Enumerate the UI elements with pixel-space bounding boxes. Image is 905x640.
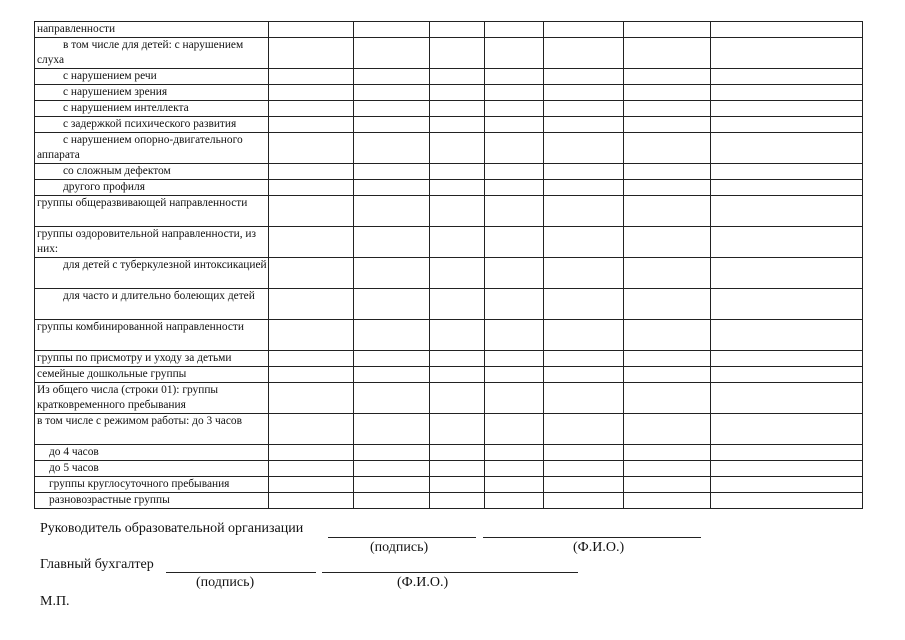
value-cell[interactable] [354, 258, 430, 289]
stamp-label: М.П. [40, 594, 70, 609]
value-cell[interactable] [544, 22, 624, 38]
value-cell[interactable] [485, 101, 544, 117]
value-cell[interactable] [430, 164, 485, 180]
table-row [35, 383, 863, 414]
value-cell[interactable] [711, 320, 863, 351]
row-label: семейные дошкольные группы [35, 367, 269, 383]
value-cell[interactable] [544, 133, 624, 164]
value-cell[interactable] [354, 351, 430, 367]
row-label: до 5 часов [35, 461, 269, 477]
value-cell[interactable] [711, 164, 863, 180]
row-label: группы общеразвивающей направленности [35, 196, 269, 227]
value-cell[interactable] [430, 85, 485, 101]
value-cell[interactable] [711, 461, 863, 477]
value-cell[interactable] [485, 196, 544, 227]
value-cell[interactable] [485, 493, 544, 509]
head-signature-line[interactable] [328, 537, 476, 538]
value-cell[interactable] [711, 22, 863, 38]
row-label: разновозрастные группы [35, 493, 269, 509]
value-cell[interactable] [544, 227, 624, 258]
value-cell[interactable] [544, 196, 624, 227]
value-cell[interactable] [544, 69, 624, 85]
value-cell[interactable] [711, 117, 863, 133]
value-cell[interactable] [544, 289, 624, 320]
row-label: направленности [35, 22, 269, 38]
table-row [35, 445, 863, 461]
table-row [35, 461, 863, 477]
value-cell[interactable] [624, 461, 711, 477]
value-cell[interactable] [269, 461, 354, 477]
value-cell[interactable] [485, 289, 544, 320]
table-row [35, 289, 863, 320]
value-cell[interactable] [711, 85, 863, 101]
value-cell[interactable] [269, 22, 354, 38]
row-label: в том числе с режимом работы: до 3 часов [35, 414, 269, 445]
row-label: с нарушением опорно-двигательного аппарата [35, 133, 269, 164]
value-cell[interactable] [624, 180, 711, 196]
value-cell[interactable] [430, 383, 485, 414]
table-row [35, 164, 863, 180]
table-row [35, 133, 863, 164]
value-cell[interactable] [711, 477, 863, 493]
value-cell[interactable] [430, 38, 485, 69]
value-cell[interactable] [544, 383, 624, 414]
value-cell[interactable] [354, 38, 430, 69]
value-cell[interactable] [544, 414, 624, 445]
value-cell[interactable] [430, 477, 485, 493]
table-row [35, 367, 863, 383]
value-cell[interactable] [269, 493, 354, 509]
value-cell[interactable] [269, 351, 354, 367]
row-label: другого профиля [35, 180, 269, 196]
head-name-caption: (Ф.И.О.) [573, 540, 625, 555]
value-cell[interactable] [485, 69, 544, 85]
value-cell[interactable] [544, 117, 624, 133]
value-cell[interactable] [544, 493, 624, 509]
value-cell[interactable] [544, 351, 624, 367]
value-cell[interactable] [269, 258, 354, 289]
value-cell[interactable] [544, 38, 624, 69]
value-cell[interactable] [430, 320, 485, 351]
value-cell[interactable] [711, 38, 863, 69]
value-cell[interactable] [354, 461, 430, 477]
value-cell[interactable] [269, 320, 354, 351]
value-cell[interactable] [485, 227, 544, 258]
value-cell[interactable] [354, 445, 430, 461]
accountant-sign-caption: (подпись) [196, 575, 255, 590]
value-cell[interactable] [269, 117, 354, 133]
table-row [35, 196, 863, 227]
value-cell[interactable] [711, 180, 863, 196]
row-label: группы оздоровительной направленности, из них: [35, 227, 269, 258]
value-cell[interactable] [269, 367, 354, 383]
value-cell[interactable] [354, 477, 430, 493]
value-cell[interactable] [485, 445, 544, 461]
value-cell[interactable] [485, 351, 544, 367]
value-cell[interactable] [269, 196, 354, 227]
value-cell[interactable] [624, 258, 711, 289]
accountant-name-caption: (Ф.И.О.) [397, 575, 449, 590]
value-cell[interactable] [354, 196, 430, 227]
value-cell[interactable] [269, 85, 354, 101]
value-cell[interactable] [354, 133, 430, 164]
value-cell[interactable] [711, 414, 863, 445]
value-cell[interactable] [354, 180, 430, 196]
value-cell[interactable] [269, 289, 354, 320]
table-row [35, 180, 863, 196]
head-sign-caption: (подпись) [370, 540, 429, 555]
value-cell[interactable] [354, 85, 430, 101]
value-cell[interactable] [354, 69, 430, 85]
value-cell[interactable] [711, 493, 863, 509]
value-cell[interactable] [269, 477, 354, 493]
value-cell[interactable] [711, 383, 863, 414]
value-cell[interactable] [624, 351, 711, 367]
value-cell[interactable] [485, 414, 544, 445]
row-label: с нарушением зрения [35, 85, 269, 101]
value-cell[interactable] [711, 227, 863, 258]
value-cell[interactable] [430, 493, 485, 509]
value-cell[interactable] [354, 367, 430, 383]
value-cell[interactable] [269, 69, 354, 85]
value-cell[interactable] [544, 445, 624, 461]
table-row [35, 22, 863, 38]
value-cell[interactable] [485, 133, 544, 164]
value-cell[interactable] [430, 117, 485, 133]
value-cell[interactable] [624, 383, 711, 414]
value-cell[interactable] [711, 367, 863, 383]
value-cell[interactable] [354, 22, 430, 38]
value-cell[interactable] [269, 383, 354, 414]
table-row [35, 85, 863, 101]
value-cell[interactable] [711, 289, 863, 320]
row-label: для детей с туберкулезной интоксикацией [35, 258, 269, 289]
value-cell[interactable] [624, 477, 711, 493]
value-cell[interactable] [430, 258, 485, 289]
value-cell[interactable] [354, 227, 430, 258]
row-label: со сложным дефектом [35, 164, 269, 180]
value-cell[interactable] [485, 180, 544, 196]
value-cell[interactable] [354, 493, 430, 509]
value-cell[interactable] [624, 196, 711, 227]
value-cell[interactable] [544, 180, 624, 196]
table-row [35, 69, 863, 85]
table-row [35, 493, 863, 509]
row-label: группы по присмотру и уходу за детьми [35, 351, 269, 367]
value-cell[interactable] [354, 383, 430, 414]
row-label: с задержкой психического развития [35, 117, 269, 133]
value-cell[interactable] [624, 445, 711, 461]
value-cell[interactable] [430, 445, 485, 461]
value-cell[interactable] [430, 101, 485, 117]
value-cell[interactable] [354, 164, 430, 180]
value-cell[interactable] [354, 101, 430, 117]
value-cell[interactable] [485, 461, 544, 477]
row-label: с нарушением речи [35, 69, 269, 85]
table-row [35, 351, 863, 367]
row-label: в том числе для детей: с нарушением слуха [35, 38, 269, 69]
value-cell[interactable] [430, 196, 485, 227]
value-cell[interactable] [485, 22, 544, 38]
value-cell[interactable] [624, 101, 711, 117]
value-cell[interactable] [485, 258, 544, 289]
value-cell[interactable] [485, 367, 544, 383]
accountant-name-line[interactable] [322, 572, 578, 573]
value-cell[interactable] [430, 461, 485, 477]
row-label: для часто и длительно болеющих детей [35, 289, 269, 320]
value-cell[interactable] [624, 227, 711, 258]
value-cell[interactable] [485, 164, 544, 180]
table-row [35, 38, 863, 69]
value-cell[interactable] [624, 367, 711, 383]
value-cell[interactable] [485, 477, 544, 493]
value-cell[interactable] [430, 289, 485, 320]
value-cell[interactable] [624, 164, 711, 180]
value-cell[interactable] [430, 351, 485, 367]
value-cell[interactable] [485, 38, 544, 69]
value-cell[interactable] [711, 445, 863, 461]
value-cell[interactable] [544, 461, 624, 477]
value-cell[interactable] [711, 133, 863, 164]
value-cell[interactable] [711, 351, 863, 367]
value-cell[interactable] [485, 383, 544, 414]
value-cell[interactable] [544, 85, 624, 101]
value-cell[interactable] [354, 117, 430, 133]
table-row [35, 227, 863, 258]
value-cell[interactable] [269, 164, 354, 180]
value-cell[interactable] [354, 414, 430, 445]
value-cell[interactable] [430, 69, 485, 85]
value-cell[interactable] [354, 320, 430, 351]
value-cell[interactable] [430, 22, 485, 38]
value-cell[interactable] [624, 320, 711, 351]
row-label: Из общего числа (строки 01): группы кратковременного пребывания [35, 383, 269, 414]
value-cell[interactable] [711, 101, 863, 117]
value-cell[interactable] [711, 258, 863, 289]
value-cell[interactable] [354, 289, 430, 320]
accountant-label: Главный бухгалтер [40, 557, 154, 572]
value-cell[interactable] [430, 180, 485, 196]
head-name-line[interactable] [483, 537, 701, 538]
table-row [35, 477, 863, 493]
value-cell[interactable] [624, 22, 711, 38]
value-cell[interactable] [624, 133, 711, 164]
value-cell[interactable] [269, 414, 354, 445]
value-cell[interactable] [269, 101, 354, 117]
row-label: группы круглосуточного пребывания [35, 477, 269, 493]
accountant-signature-line[interactable] [166, 572, 316, 573]
head-label: Руководитель образовательной организации [40, 521, 304, 536]
value-cell[interactable] [430, 227, 485, 258]
value-cell[interactable] [269, 180, 354, 196]
row-label: группы комбинированной направленности [35, 320, 269, 351]
table-row [35, 117, 863, 133]
value-cell[interactable] [624, 493, 711, 509]
value-cell[interactable] [544, 320, 624, 351]
value-cell[interactable] [269, 133, 354, 164]
value-cell[interactable] [544, 367, 624, 383]
value-cell[interactable] [544, 477, 624, 493]
table-row [35, 101, 863, 117]
value-cell[interactable] [430, 414, 485, 445]
table-row [35, 414, 863, 445]
value-cell[interactable] [624, 117, 711, 133]
value-cell[interactable] [485, 117, 544, 133]
value-cell[interactable] [269, 38, 354, 69]
value-cell[interactable] [269, 445, 354, 461]
value-cell[interactable] [624, 69, 711, 85]
table-row [35, 258, 863, 289]
row-label: с нарушением интеллекта [35, 101, 269, 117]
value-cell[interactable] [711, 196, 863, 227]
value-cell[interactable] [624, 289, 711, 320]
table-row [35, 320, 863, 351]
value-cell[interactable] [624, 414, 711, 445]
value-cell[interactable] [485, 320, 544, 351]
row-label: до 4 часов [35, 445, 269, 461]
value-cell[interactable] [624, 85, 711, 101]
value-cell[interactable] [430, 367, 485, 383]
value-cell[interactable] [544, 101, 624, 117]
value-cell[interactable] [485, 85, 544, 101]
value-cell[interactable] [544, 258, 624, 289]
value-cell[interactable] [544, 164, 624, 180]
groups-table [34, 21, 863, 509]
value-cell[interactable] [711, 69, 863, 85]
value-cell[interactable] [430, 133, 485, 164]
value-cell[interactable] [269, 227, 354, 258]
value-cell[interactable] [624, 38, 711, 69]
